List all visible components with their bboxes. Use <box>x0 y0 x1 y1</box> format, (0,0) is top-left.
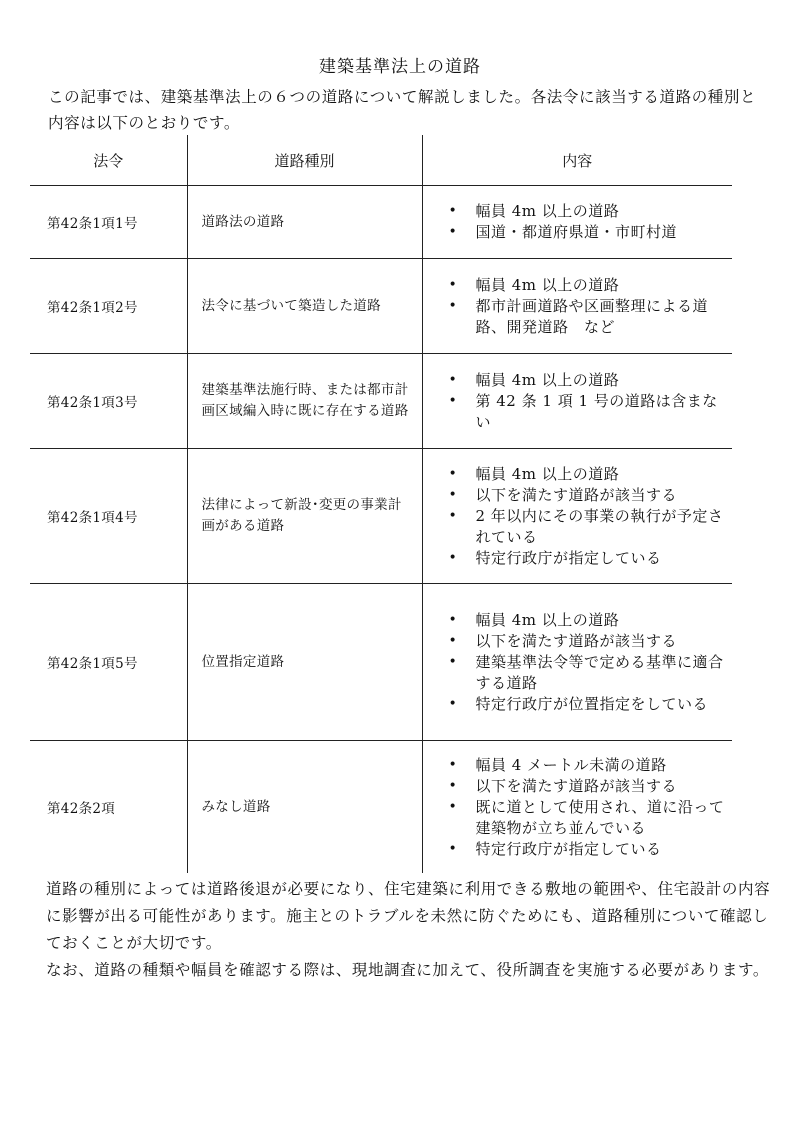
content-item: • 幅員 4m 以上の道路 <box>476 370 727 391</box>
content-cell <box>422 259 732 354</box>
content-cell <box>422 186 732 259</box>
content-item: • 幅員 4 メートル未満の道路 <box>476 755 727 776</box>
road-type-cell: 法令に基づいて築造した道路 <box>187 259 422 354</box>
header-law: 法令 <box>30 135 187 186</box>
road-type-cell: みなし道路 <box>187 741 422 874</box>
law-cell: 第42条1項2号 <box>30 259 187 354</box>
content-item: • 幅員 4m 以上の道路 <box>476 275 727 296</box>
content-item: • 幅員 4m 以上の道路 <box>476 464 727 485</box>
content-item: • 2 年以内にその事業の執行が予定されている <box>476 506 727 548</box>
content-item: • 特定行政庁が位置指定をしている <box>476 694 727 715</box>
table-row <box>30 584 732 741</box>
content-item: • 幅員 4m 以上の道路 <box>476 201 727 222</box>
content-item: • 以下を満たす道路が該当する <box>476 485 727 506</box>
table-row <box>30 354 732 449</box>
table-header-row <box>30 135 732 186</box>
header-content: 内容 <box>422 135 732 186</box>
footer-paragraph-1: 道路の種別によっては道路後退が必要になり、住宅建築に利用できる敷地の範囲や、住宅設計の内容に影響が出る可能性があります。施主とのトラブルを未然に防ぐためにも、道路種別について確認しておくことが大切です。 <box>46 880 771 952</box>
road-type-cell: 位置指定道路 <box>187 584 422 741</box>
footer-paragraph-2: なお、道路の種類や幅員を確認する際は、現地調査に加えて、役所調査を実施する必要があります。 <box>46 961 769 979</box>
intro-paragraph: この記事では、建築基準法上の６つの道路について解説しました。各法令に該当する道路の種別と内容は以下のとおりです。 <box>48 88 757 132</box>
content-item: • 都市計画道路や区画整理による道路、開発道路 など <box>476 296 727 338</box>
header-road-type: 道路種別 <box>187 135 422 186</box>
content-item: • 以下を満たす道路が該当する <box>476 776 727 797</box>
law-cell: 第42条1項1号 <box>30 186 187 259</box>
road-type-cell: 建築基準法施行時、または都市計画区域編入時に既に存在する道路 <box>187 354 422 449</box>
law-cell: 第42条1項3号 <box>30 354 187 449</box>
law-cell: 第42条1項4号 <box>30 449 187 584</box>
content-item: • 既に道として使用され、道に沿って建築物が立ち並んでいる <box>476 797 727 839</box>
document-title: 建築基準法上の道路 <box>319 57 481 77</box>
table-row <box>30 259 732 354</box>
content-cell <box>422 741 732 874</box>
content-cell <box>422 584 732 741</box>
road-type-cell: 法律によって新設･変更の事業計画がある道路 <box>187 449 422 584</box>
footer-text <box>46 876 772 984</box>
content-item: • 以下を満たす道路が該当する <box>476 631 727 652</box>
content-item: • 特定行政庁が指定している <box>476 839 727 860</box>
content-item: • 国道・都道府県道・市町村道 <box>476 222 727 243</box>
table-row <box>30 741 732 874</box>
content-item: • 第 42 条 1 項 1 号の道路は含まない <box>476 391 727 433</box>
road-types-table <box>30 135 732 873</box>
law-cell: 第42条2項 <box>47 801 116 817</box>
content-cell <box>422 449 732 584</box>
content-item: • 幅員 4m 以上の道路 <box>476 610 727 631</box>
table-row <box>30 186 732 259</box>
content-cell <box>422 354 732 449</box>
law-cell: 第42条1項5号 <box>30 584 187 741</box>
road-type-cell: 道路法の道路 <box>187 186 422 259</box>
table-row <box>30 449 732 584</box>
content-item: • 建築基準法令等で定める基準に適合する道路 <box>476 652 727 694</box>
content-item: • 特定行政庁が指定している <box>476 548 727 569</box>
